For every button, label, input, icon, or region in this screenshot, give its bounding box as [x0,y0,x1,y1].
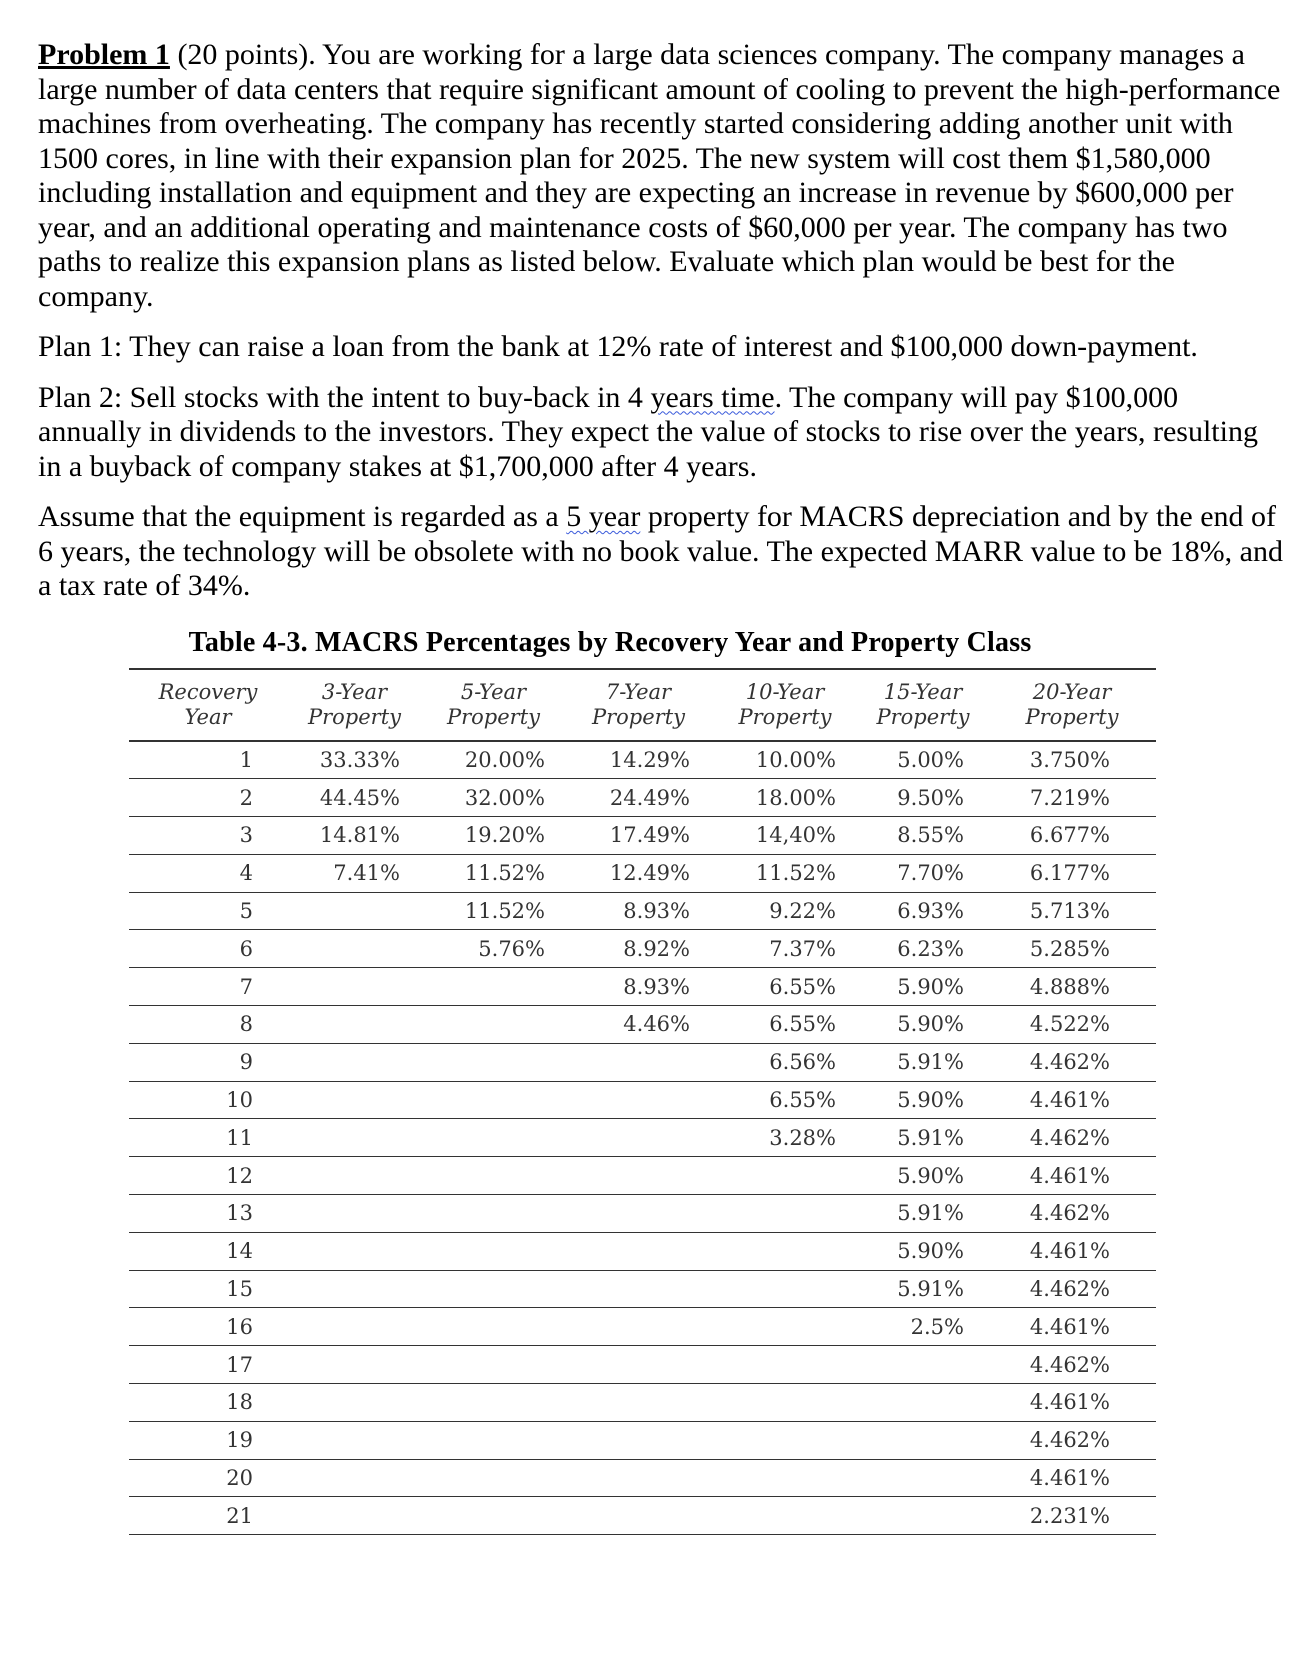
pct-3-year [287,1346,422,1384]
pct-7-year [565,1421,712,1459]
pct-15-year: 5.91% [897,1277,964,1302]
pct-3-year [287,1459,422,1497]
year-cell: 2 [239,785,253,810]
year-cell: 20 [226,1466,253,1491]
pct-7-year: 17.49% [609,823,690,848]
pct-20-year: 4.462% [1029,1352,1110,1377]
pct-10-year: 6.55% [769,1088,836,1113]
year-cell: 21 [226,1503,253,1528]
pct-10-year: 3.28% [769,1125,836,1150]
header-20-year: 20-Year Property [1025,680,1119,729]
pct-7-year: 24.49% [609,785,690,810]
table-row [129,1308,1156,1346]
table-row [129,1232,1156,1270]
pct-7-year [565,1308,712,1346]
pct-3-year [287,1497,422,1535]
pct-10-year [712,1270,858,1308]
plan-1: Plan 1: They can raise a loan from the bank at 12% rate of interest and $100,000 down-payment. [38,330,1198,363]
pct-20-year: 4.461% [1029,1390,1110,1415]
assumptions [38,500,1283,604]
pct-20-year: 4.462% [1029,1050,1110,1075]
table-row [129,1157,1156,1195]
pct-5-year: 20.00% [464,748,545,773]
table-row [129,1459,1156,1497]
pct-10-year: 14,40% [755,823,836,848]
pct-7-year [565,1232,712,1270]
pct-5-year: 11.52% [464,861,545,886]
pct-3-year [287,1119,422,1157]
table-body [129,741,1156,1535]
table-row [129,1081,1156,1119]
table-header-row [129,669,1156,741]
pct-5-year [422,1421,565,1459]
pct-5-year [422,1346,565,1384]
pct-5-year [422,1157,565,1195]
pct-15-year [858,1459,988,1497]
year-cell: 11 [226,1125,253,1150]
header-7-year: 7-Year Property [591,680,686,729]
pct-5-year: 5.76% [478,936,545,961]
pct-7-year: 4.46% [623,1012,690,1037]
macrs-table [129,668,1156,1535]
plan-2-text-a: Plan 2: Sell stocks with the intent to buy-back in 4 [38,380,651,414]
year-cell: 16 [226,1314,253,1339]
pct-15-year: 5.90% [897,1163,964,1188]
pct-10-year [712,1384,858,1422]
pct-20-year: 6.677% [1029,823,1110,848]
pct-3-year [287,1421,422,1459]
table-row [129,854,1156,892]
pct-5-year [422,1043,565,1081]
pct-15-year [858,1497,988,1535]
year-cell: 13 [226,1201,253,1226]
pct-7-year [565,1346,712,1384]
table-row [129,779,1156,817]
pct-5-year: 32.00% [464,785,545,810]
pct-15-year: 5.90% [897,1012,964,1037]
problem-statement [38,38,1283,620]
pct-7-year: 14.29% [609,748,690,773]
year-cell: 1 [239,748,253,773]
table-row [129,1006,1156,1044]
pct-5-year [422,1081,565,1119]
pct-20-year: 4.888% [1029,974,1110,999]
table-row [129,1195,1156,1233]
pct-20-year: 7.219% [1029,785,1110,810]
header-recovery-year: Recovery Year [158,680,258,729]
table-row [129,930,1156,968]
problem-label: Problem 1 [38,38,170,71]
pct-7-year [565,1157,712,1195]
pct-3-year [287,1195,422,1233]
pct-5-year [422,1384,565,1422]
pct-15-year [858,1421,988,1459]
pct-10-year: 6.56% [769,1050,836,1075]
pct-5-year [422,1195,565,1233]
pct-20-year: 3.750% [1029,748,1110,773]
pct-3-year [287,1157,422,1195]
pct-3-year: 14.81% [319,823,400,848]
pct-10-year [712,1308,858,1346]
pct-10-year [712,1346,858,1384]
table-row [129,1384,1156,1422]
pct-20-year: 4.461% [1029,1314,1110,1339]
pct-5-year [422,1308,565,1346]
pct-5-year [422,1497,565,1535]
pct-3-year [287,892,422,930]
pct-20-year: 4.522% [1029,1012,1110,1037]
year-cell: 6 [239,936,253,961]
table-row [129,1346,1156,1384]
pct-3-year [287,968,422,1006]
pct-15-year: 9.50% [897,785,964,810]
pct-20-year: 5.285% [1029,936,1110,961]
pct-10-year: 18.00% [755,785,836,810]
pct-10-year: 6.55% [769,1012,836,1037]
pct-20-year: 4.461% [1029,1163,1110,1188]
plan-2 [38,381,1283,485]
pct-10-year [712,1232,858,1270]
pct-7-year [565,1119,712,1157]
pct-20-year: 4.462% [1029,1428,1110,1453]
year-cell: 5 [239,899,253,924]
problem-intro-text: (20 points). You are working for a large data sciences company. The company manages a large number of data centers that require significant amount of cooling to prevent the high-performance machines from overheating. The company has recently started considering adding another unit with 1500 cores, in line with their expansion plan for 2025. The new system will cost them $1,580,000 including installation and equipment and they are expecting an increase in revenue by $600,000 per year, and an additional operating and maintenance costs of $60,000 per year. The company has two paths to realize this expansion plans as listed below. Evaluate which plan would be best for the company. [38,38,1281,313]
header-10-year: 10-Year Property [738,680,832,729]
table-row [129,1043,1156,1081]
pct-7-year [565,1043,712,1081]
year-cell: 14 [226,1239,253,1264]
assumptions-text-c: property for MACRS depreciation and by the end of 6 years, the technology will be obsolete with no book value. The expected MARR value to be 18%, and a tax rate of 34%. [38,500,1283,602]
pct-10-year: 11.52% [755,861,836,886]
pct-5-year [422,1270,565,1308]
pct-15-year: 5.91% [897,1050,964,1075]
pct-7-year [565,1384,712,1422]
assumptions-flagged-phrase: 5 year [566,500,641,533]
problem-intro [38,38,1283,314]
table-row [129,1270,1156,1308]
pct-15-year [858,1384,988,1422]
pct-20-year: 2.231% [1029,1503,1110,1528]
pct-20-year: 4.461% [1029,1088,1110,1113]
plan-2-flagged-phrase: years time [650,380,775,414]
plan-2-text-c: . The company will pay $100,000 annually in dividends to the investors. They expect the value of stocks to rise over the years, resulting in a buyback of company stakes at $1,700,000 after 4 years. [38,380,1258,483]
pct-10-year [712,1157,858,1195]
pct-3-year [287,1006,422,1044]
pct-15-year [858,1346,988,1384]
pct-5-year [422,1459,565,1497]
year-cell: 15 [226,1277,253,1302]
pct-3-year: 33.33% [319,748,400,773]
table-row [129,741,1156,779]
pct-10-year [712,1421,858,1459]
header-15-year: 15-Year Property [876,680,970,729]
pct-15-year: 8.55% [897,823,964,848]
pct-7-year [565,1195,712,1233]
pct-7-year [565,1497,712,1535]
pct-3-year [287,1384,422,1422]
pct-3-year [287,1308,422,1346]
pct-7-year [565,1081,712,1119]
pct-20-year: 6.177% [1029,861,1110,886]
pct-20-year: 5.713% [1029,899,1110,924]
pct-15-year: 2.5% [910,1314,964,1339]
pct-3-year [287,1270,422,1308]
pct-10-year [712,1459,858,1497]
year-cell: 10 [226,1088,253,1113]
table-row [129,1497,1156,1535]
pct-20-year: 4.462% [1029,1201,1110,1226]
pct-15-year: 5.91% [897,1125,964,1150]
pct-5-year [422,968,565,1006]
year-cell: 19 [226,1428,253,1453]
pct-10-year: 7.37% [769,936,836,961]
pct-5-year [422,1232,565,1270]
table-row [129,817,1156,855]
table-row [129,968,1156,1006]
pct-7-year: 8.92% [623,936,690,961]
assumptions-text-a: Assume that the equipment is regarded as a [38,500,567,533]
year-cell: 9 [239,1050,253,1075]
table-row [129,892,1156,930]
pct-10-year: 10.00% [755,748,836,773]
year-cell: 12 [226,1163,253,1188]
pct-15-year: 5.00% [897,748,964,773]
pct-5-year [422,1006,565,1044]
table-title: Table 4-3. MACRS Percentages by Recovery Year and Property Class [188,627,1032,658]
pct-5-year: 19.20% [464,823,545,848]
pct-20-year: 4.461% [1029,1239,1110,1264]
table-row [129,1421,1156,1459]
year-cell: 17 [226,1352,253,1377]
header-5-year: 5-Year Property [446,680,541,729]
pct-3-year [287,1043,422,1081]
pct-15-year: 7.70% [897,861,964,886]
pct-7-year: 8.93% [623,974,690,999]
pct-20-year: 4.462% [1029,1125,1110,1150]
pct-3-year [287,1232,422,1270]
pct-15-year: 5.90% [897,1239,964,1264]
pct-7-year: 12.49% [609,861,690,886]
header-3-year: 3-Year Property [307,680,402,729]
table-row [129,1119,1156,1157]
year-cell: 3 [239,823,253,848]
pct-15-year: 5.90% [897,1088,964,1113]
pct-10-year: 6.55% [769,974,836,999]
pct-7-year [565,1270,712,1308]
year-cell: 18 [226,1390,253,1415]
year-cell: 7 [239,974,253,999]
pct-5-year: 11.52% [464,899,545,924]
pct-3-year [287,930,422,968]
year-cell: 4 [239,861,253,886]
pct-3-year: 7.41% [333,861,400,886]
pct-20-year: 4.461% [1029,1466,1110,1491]
pct-3-year [287,1081,422,1119]
pct-15-year: 5.90% [897,974,964,999]
pct-20-year: 4.462% [1029,1277,1110,1302]
pct-7-year: 8.93% [623,899,690,924]
pct-10-year [712,1195,858,1233]
pct-15-year: 6.93% [897,899,964,924]
pct-5-year [422,1119,565,1157]
pct-10-year: 9.22% [769,899,836,924]
pct-7-year [565,1459,712,1497]
pct-3-year: 44.45% [319,785,400,810]
year-cell: 8 [239,1012,253,1037]
pct-15-year: 6.23% [897,936,964,961]
pct-15-year: 5.91% [897,1201,964,1226]
pct-10-year [712,1497,858,1535]
